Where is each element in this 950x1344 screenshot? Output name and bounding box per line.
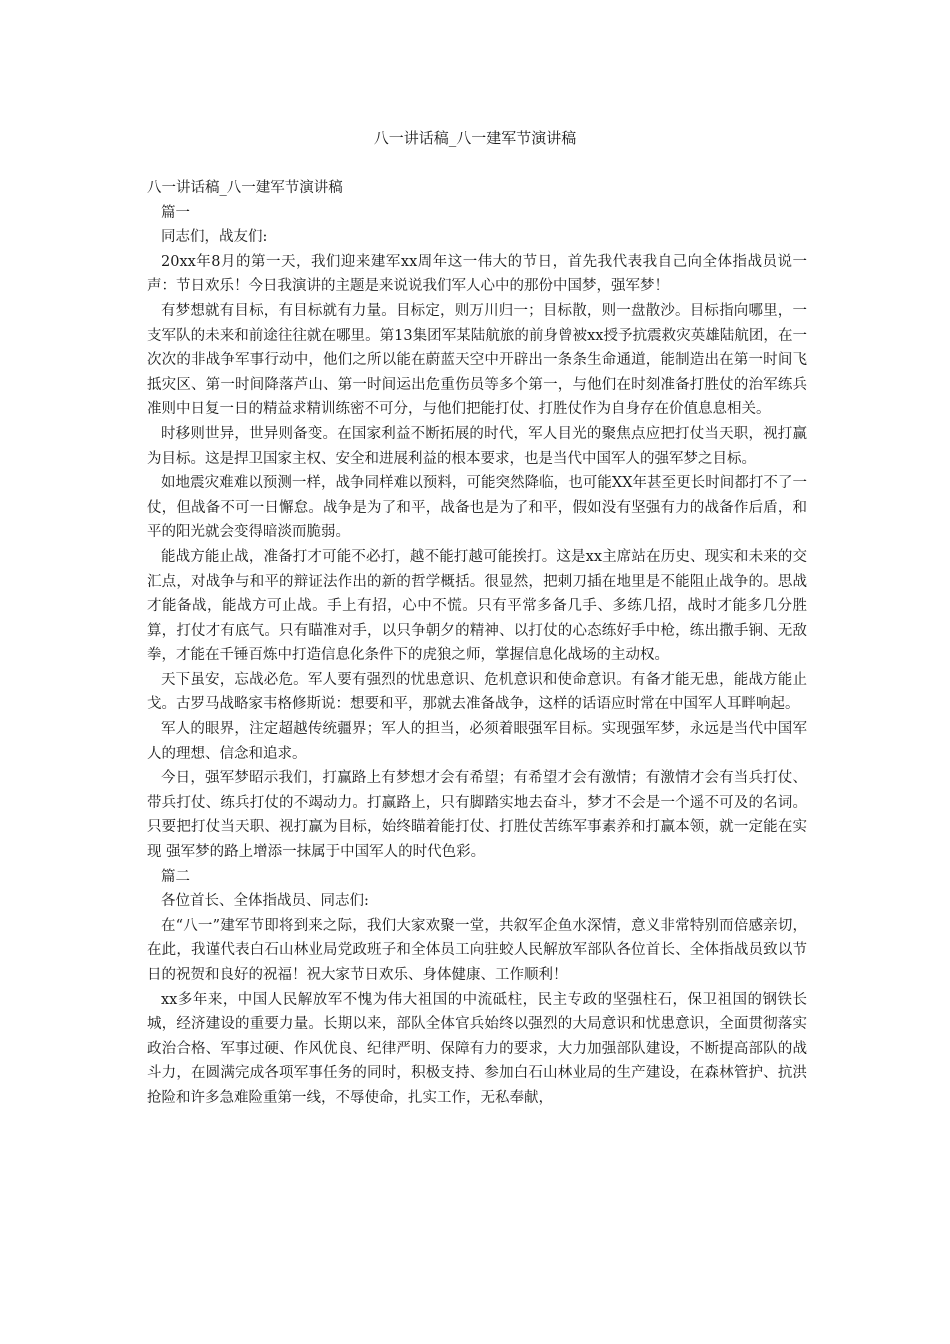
body-heading: 八一讲话稿_八一建军节演讲稿 [147,180,343,196]
document-title: 八一讲话稿_八一建军节演讲稿 [373,129,577,147]
paragraph: 如地震灾难难以预测一样，战争同样难以预料，可能突然降临，也可能XX年甚至更长时间都打不了一仗，但战备不可一日懈怠。战争是为了和平，战备也是为了和平，假如没有坚强有力的战备作后盾，和平的阳光就会变得暗淡而脆弱。 [147,475,807,541]
paragraph: 天下虽安，忘战必危。军人要有强烈的忧患意识、危机意识和使命意识。有备才能无患，能战方能止戈。古罗马战略家韦格修斯说：想要和平，那就去准备战争，这样的话语应时常在中国军人耳畔响起。 [147,671,807,713]
paragraph: 时移则世异，世异则备变。在国家利益不断拓展的时代，军人目光的聚焦点应把打仗当天职，视打赢为目标。这是捍卫国家主权、安全和进展利益的根本要求，也是当代中国军人的强军梦之目标。 [147,425,807,467]
section-label-one: 篇一 [161,204,190,221]
paragraph: 20xx年8月的第一天，我们迎来建军xx周年这一伟大的节日，首先我代表我自己向全体指战员说一声：节日欢乐！今日我演讲的主题是来说说我们军人心中的那份中国梦，强军梦！ [147,253,807,295]
paragraph: 在“八一”建军节即将到来之际，我们大家欢聚一堂，共叙军企鱼水深情，意义非常特别而倍感亲切，在此，我谨代表白石山林业局党政班子和全体员工向驻蛟人民解放军部队各位首长、全体指战员致以节日的祝贺和良好的祝福！祝大家节日欢乐、身体健康、工作顺利！ [147,917,807,983]
document-body [147,176,807,1111]
paragraph: 有梦想就有目标，有目标就有力量。目标定，则万川归一；目标散，则一盘散沙。目标指向哪里，一支军队的未来和前途往往就在哪里。第13集团军某陆航旅的前身曾被xx授予抗震救灾英雄陆航团，在一次次的非战争军事行动中，他们之所以能在蔚蓝天空中开辟出一条条生命通道，能制造出在第一时间飞抵灾区、第一时间降落芦山、第一时间运出危重伤员等多个第一，与他们在时刻准备打胜仗的治军练兵准则中日复一日的精益求精训练密不可分，与他们把能打仗、打胜仗作为自身存在价值息息相关。 [147,302,807,418]
paragraph: 能战方能止战，准备打才可能不必打，越不能打越可能挨打。这是xx主席站在历史、现实和未来的交汇点，对战争与和平的辩证法作出的新的哲学概括。很显然，把刺刀插在地里是不能阻止战争的。思战才能备战，能战方可止战。手上有招，心中不慌。只有平常多备几手、多练几招，战时才能多几分胜算，打仗才有底气。只有瞄准对手，以只争朝夕的精神、以打仗的心态练好手中枪，练出撒手锏、无敌拳，才能在千锤百炼中打造信息化条件下的虎狼之师，掌握信息化战场的主动权。 [147,548,807,664]
paragraph: 军人的眼界，注定超越传统疆界；军人的担当，必须着眼强军目标。实现强军梦，永远是当代中国军人的理想、信念和追求。 [147,721,807,762]
salutation-two: 各位首长、全体指战员、同志们: [161,893,369,910]
section-label-two: 篇二 [161,868,190,885]
salutation-one: 同志们，战友们: [161,229,268,246]
paragraph: 今日，强军梦昭示我们，打赢路上有梦想才会有希望；有希望才会有激情；有激情才会有当兵打仗、带兵打仗、练兵打仗的不竭动力。打赢路上，只有脚踏实地去奋斗，梦才不会是一个遥不可及的名词。只要把打仗当天职、视打赢为目标，始终瞄着能打仗、打胜仗苦练军事素养和打赢本领，就一定能在实现 强军梦的路上增添一抹属于中国军人的时代色彩。 [147,770,807,861]
paragraph: xx多年来，中国人民解放军不愧为伟大祖国的中流砥柱，民主专政的坚强柱石，保卫祖国的钢铁长城，经济建设的重要力量。长期以来，部队全体官兵始终以强烈的大局意识和忧患意识，全面贯彻落实政治合格、军事过硬、作风优良、纪律严明、保障有力的要求，大力加强部队建设，不断提高部队的战斗力，在圆满完成各项军事任务的同时，积极支持、参加白石山林业局的生产建设，在森林管护、抗洪抢险和许多急难险重第一线，不辱使命，扎实工作，无私奉献， [147,991,807,1106]
